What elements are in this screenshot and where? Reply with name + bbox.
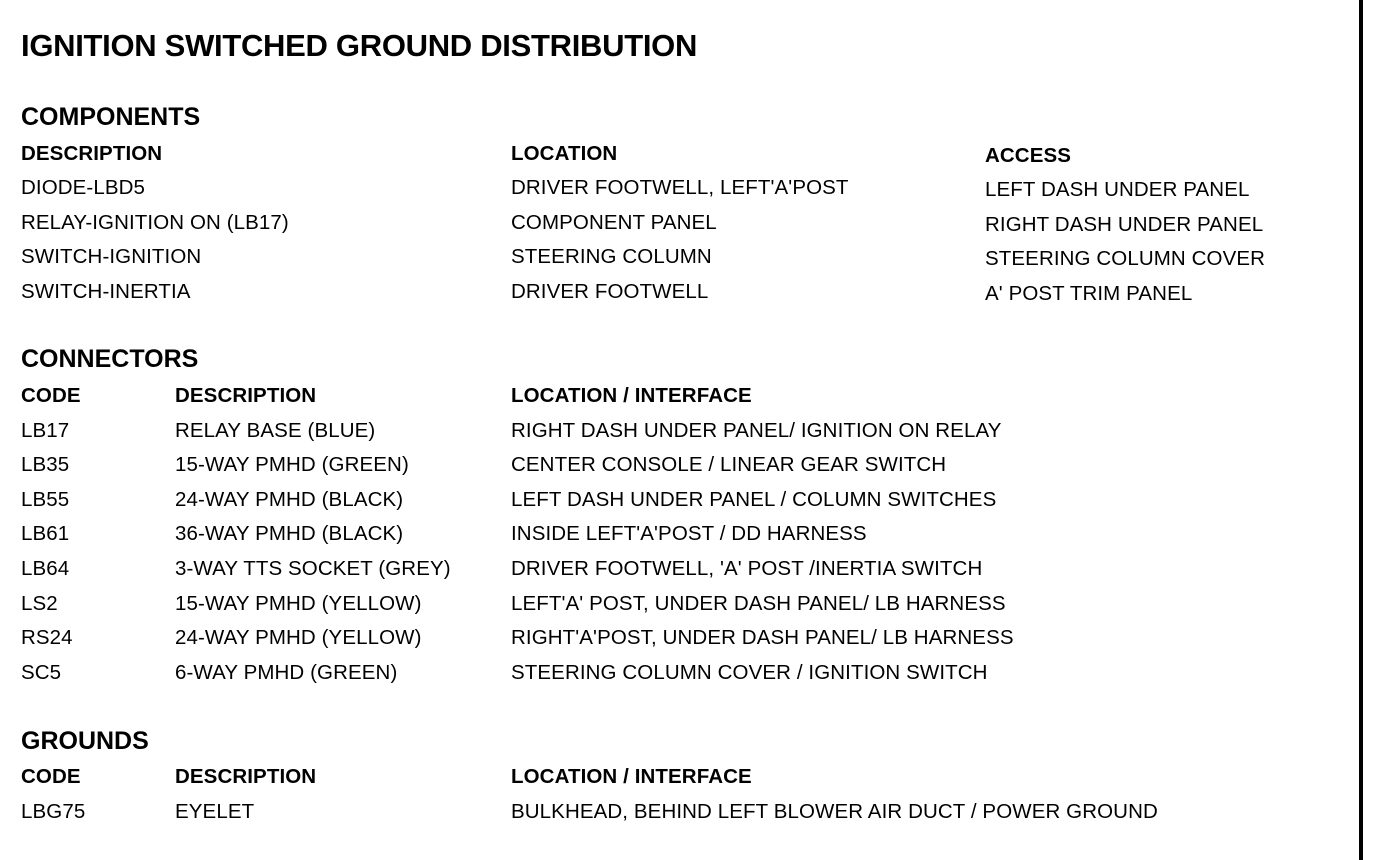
connector-description: 36-WAY PMHD (BLACK) bbox=[175, 522, 404, 545]
connector-description: 24-WAY PMHD (YELLOW) bbox=[175, 626, 422, 649]
component-description: SWITCH-INERTIA bbox=[21, 280, 191, 303]
connectors-col-code: CODE bbox=[21, 384, 81, 407]
component-description: SWITCH-IGNITION bbox=[21, 245, 202, 268]
connector-location: CENTER CONSOLE / LINEAR GEAR SWITCH bbox=[511, 453, 947, 476]
grounds-col-description: DESCRIPTION bbox=[175, 765, 317, 788]
connector-description: 24-WAY PMHD (BLACK) bbox=[175, 488, 404, 511]
components-header-row bbox=[0, 142, 1350, 170]
component-location: COMPONENT PANEL bbox=[511, 211, 717, 234]
connector-code: LB61 bbox=[21, 522, 70, 545]
component-location: STEERING COLUMN bbox=[511, 245, 712, 268]
component-access: A' POST TRIM PANEL bbox=[985, 282, 1193, 305]
connectors-row bbox=[0, 522, 1350, 550]
connector-code: LS2 bbox=[21, 592, 58, 615]
component-access: STEERING COLUMN COVER bbox=[985, 247, 1266, 270]
connector-code: LB17 bbox=[21, 419, 70, 442]
connector-description: 15-WAY PMHD (GREEN) bbox=[175, 453, 409, 476]
connector-description: 3-WAY TTS SOCKET (GREY) bbox=[175, 557, 451, 580]
connector-location: LEFT'A' POST, UNDER DASH PANEL/ LB HARNESS bbox=[511, 592, 1006, 615]
components-heading: COMPONENTS bbox=[21, 103, 201, 131]
connectors-row bbox=[0, 419, 1350, 447]
connector-location: RIGHT'A'POST, UNDER DASH PANEL/ LB HARNESS bbox=[511, 626, 1014, 649]
connectors-row bbox=[0, 557, 1350, 585]
components-row bbox=[0, 176, 1350, 204]
connector-location: DRIVER FOOTWELL, 'A' POST /INERTIA SWITCH bbox=[511, 557, 983, 580]
grounds-heading: GROUNDS bbox=[21, 727, 149, 755]
connector-location: LEFT DASH UNDER PANEL / COLUMN SWITCHES bbox=[511, 488, 997, 511]
grounds-header-row bbox=[0, 765, 1350, 793]
components-row bbox=[0, 280, 1350, 308]
page-title: IGNITION SWITCHED GROUND DISTRIBUTION bbox=[21, 28, 698, 63]
connector-code: LB55 bbox=[21, 488, 70, 511]
connector-description: 15-WAY PMHD (YELLOW) bbox=[175, 592, 422, 615]
connector-location: RIGHT DASH UNDER PANEL/ IGNITION ON RELAY bbox=[511, 419, 1002, 442]
connectors-row bbox=[0, 453, 1350, 481]
components-row bbox=[0, 211, 1350, 239]
connector-code: RS24 bbox=[21, 626, 73, 649]
ground-description: EYELET bbox=[175, 800, 255, 823]
grounds-col-location: LOCATION / INTERFACE bbox=[511, 765, 752, 788]
connectors-row bbox=[0, 661, 1350, 689]
components-col-access: ACCESS bbox=[985, 144, 1072, 167]
connector-location: INSIDE LEFT'A'POST / DD HARNESS bbox=[511, 522, 867, 545]
component-description: DIODE-LBD5 bbox=[21, 176, 146, 199]
connector-code: LB64 bbox=[21, 557, 70, 580]
ground-location: BULKHEAD, BEHIND LEFT BLOWER AIR DUCT / POWER GROUND bbox=[511, 800, 1158, 823]
component-access: LEFT DASH UNDER PANEL bbox=[985, 178, 1250, 201]
connector-code: LB35 bbox=[21, 453, 70, 476]
connector-description: RELAY BASE (BLUE) bbox=[175, 419, 376, 442]
connectors-row bbox=[0, 488, 1350, 516]
components-col-description: DESCRIPTION bbox=[21, 142, 163, 165]
component-location: DRIVER FOOTWELL bbox=[511, 280, 709, 303]
components-row bbox=[0, 245, 1350, 273]
connectors-heading: CONNECTORS bbox=[21, 345, 199, 373]
connector-location: STEERING COLUMN COVER / IGNITION SWITCH bbox=[511, 661, 988, 684]
right-border-rule bbox=[1359, 0, 1363, 860]
connectors-col-location: LOCATION / INTERFACE bbox=[511, 384, 752, 407]
connector-description: 6-WAY PMHD (GREEN) bbox=[175, 661, 398, 684]
grounds-col-code: CODE bbox=[21, 765, 81, 788]
connector-code: SC5 bbox=[21, 661, 62, 684]
component-description: RELAY-IGNITION ON (LB17) bbox=[21, 211, 289, 234]
connectors-row bbox=[0, 592, 1350, 620]
ground-code: LBG75 bbox=[21, 800, 86, 823]
connectors-row bbox=[0, 626, 1350, 654]
component-access: RIGHT DASH UNDER PANEL bbox=[985, 213, 1264, 236]
grounds-row bbox=[0, 800, 1350, 828]
components-col-location: LOCATION bbox=[511, 142, 618, 165]
connectors-col-description: DESCRIPTION bbox=[175, 384, 317, 407]
component-location: DRIVER FOOTWELL, LEFT'A'POST bbox=[511, 176, 849, 199]
connectors-header-row bbox=[0, 384, 1350, 412]
